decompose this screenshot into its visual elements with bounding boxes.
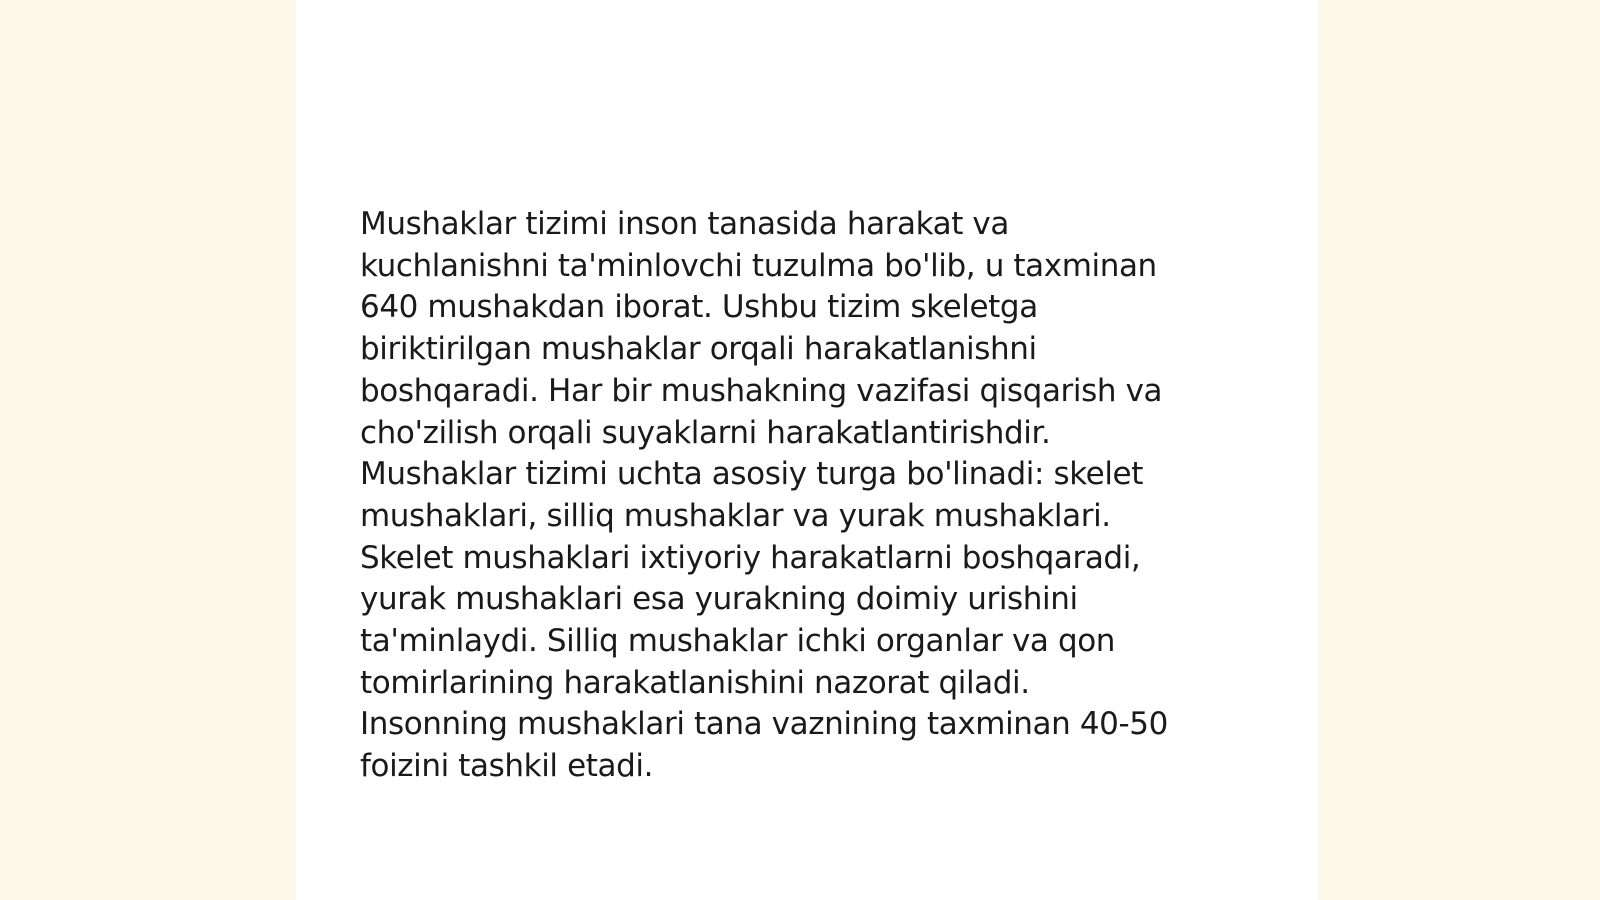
document-page (296, 0, 1318, 900)
text-line-12: tomirlarining harakatlanishini nazorat qiladi. (360, 664, 1030, 701)
text-line-6: cho'zilish orqali suyaklarni harakatlantirishdir. (360, 414, 1051, 451)
text-line-2: kuchlanishni ta'minlovchi tuzulma bo'lib, u taxminan (360, 247, 1157, 284)
body-paragraph (360, 204, 1260, 788)
text-line-3: 640 mushakdan iborat. Ushbu tizim skeletga (360, 289, 1038, 326)
text-line-4: biriktirilgan mushaklar orqali harakatlanishni (360, 331, 1037, 368)
text-line-7: Mushaklar tizimi uchta asosiy turga bo'linadi: skelet (360, 456, 1143, 493)
text-line-1: Mushaklar tizimi inson tanasida harakat va (360, 206, 1009, 242)
text-line-8: mushaklari, silliq mushaklar va yurak mushaklari. (360, 497, 1111, 534)
text-line-14: foizini tashkil etadi. (360, 748, 654, 785)
text-line-11: ta'minlaydi. Silliq mushaklar ichki organlar va qon (360, 623, 1116, 660)
text-line-10: yurak mushaklari esa yurakning doimiy urishini (360, 581, 1078, 618)
text-line-13: Insonning mushaklari tana vaznining taxminan 40-50 (360, 706, 1168, 743)
text-line-9: Skelet mushaklari ixtiyoriy harakatlarni boshqaradi, (360, 539, 1141, 576)
text-line-5: boshqaradi. Har bir mushakning vazifasi qisqarish va (360, 372, 1163, 409)
